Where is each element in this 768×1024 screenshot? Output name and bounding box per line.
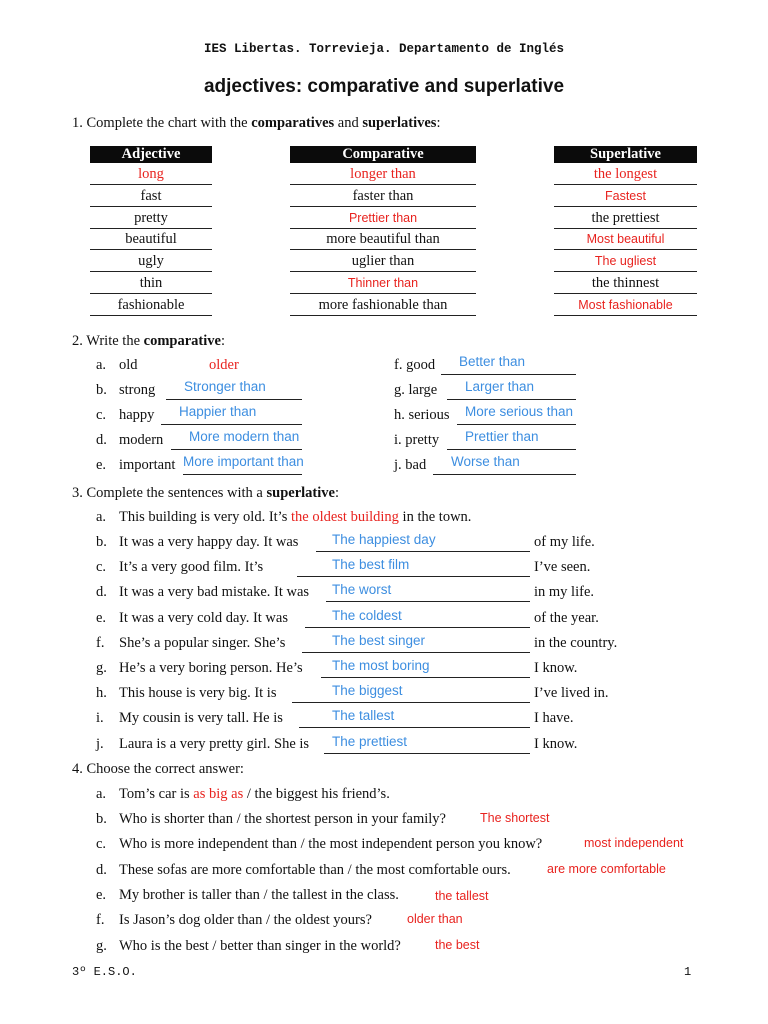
ex3-sentence: My cousin is very tall. He is [119,710,283,727]
ex2-letter: c. [96,407,107,423]
chart-cell-comp: Prettier than [348,210,418,225]
ex3-blank [305,627,530,628]
ex3-blank [326,601,530,602]
ex3-answer: The worst [332,582,392,598]
ex3-sentence-end: of the year. [534,609,599,626]
ex2-word: happy [119,407,155,423]
ex3-blank [297,576,530,577]
ex2-blank [447,399,576,400]
ex2-word: f. good [394,357,436,373]
ex3-sentence: Laura is a very pretty girl. She is [119,735,310,752]
ex2-blank [433,474,576,475]
ex2-word: h. serious [394,407,450,423]
header-superlative: Superlative [554,146,697,163]
ex3-sentence-end: I’ve lived in. [534,685,609,702]
page-title: adjectives: comparative and superlative [203,76,565,97]
ex3-sentence: It was a very happy day. It was [119,534,299,550]
chart-cell-comp: uglier than [351,253,415,270]
ex2-answer: Larger than [465,379,535,394]
ex3-sentence: It was a very bad mistake. It was [119,584,310,601]
ex3-blank [321,677,530,678]
ex4-answer: older than [407,912,463,927]
ex3-blank [302,652,530,653]
ex4-sentence: My brother is taller than / the tallest in the class. [119,886,399,903]
ex4-sentence: Is Jason’s dog older than / the oldest yours? [119,912,372,929]
chart-cell-sup: the prettiest [591,209,660,226]
chart-cell-sup: the longest [593,166,658,182]
ex3-answer: The happiest day [332,532,436,547]
ex2-answer: Worse than [451,454,520,469]
ex3-sentence-end: in the country. [534,634,618,651]
ex3-letter: i. [96,710,104,727]
ex3-letter: h. [96,685,107,702]
chart-cell-adj: long [138,166,164,182]
ex4-answer-a: as big as [193,786,244,802]
chart-cell-sup: The ugliest [594,254,657,269]
ex3-letter: c. [96,559,107,576]
ex3-sentence-end: I know. [534,735,578,752]
chart-cell-adj: thin [139,275,163,291]
ex3-letter: g. [96,660,107,676]
ex2-answer: More modern than [189,429,300,444]
ex4-sentence-a: Tom’s car is as big as / the biggest his friend’s. [119,786,390,802]
ex3-item-a: a. [96,509,107,525]
ex3-sentence-end: of my life. [534,534,595,550]
ex3-blank [292,702,530,703]
chart-cell-adj: fashionable [117,296,185,313]
ex2-answer: Stronger than [184,379,266,394]
ex2-word: modern [119,432,164,448]
ex3-sentence: It’s a very good film. It’s [119,559,264,576]
ex4-answer: The shortest [480,811,550,825]
ex2-answer: Better than [459,354,526,369]
ex2-letter: d. [96,432,107,448]
chart-cell-adj: pretty [134,209,168,226]
ex3-sentence-a: This building is very old. It’s the oldest building in the town. [119,509,472,525]
ex3-answer: The best singer [332,632,426,648]
ex4-answer: are more comfortable [547,861,666,876]
chart-row-divider [554,315,697,316]
ex3-letter: d. [96,584,107,601]
ex2-word: g. large [394,382,438,398]
ex4-answer: most independent [584,836,684,851]
ex2-blank [166,399,302,400]
ex3-sentence-end: I have. [534,710,574,727]
ex3-instruction: 3. Complete the sentences with a superlative: [72,485,339,501]
chart-row-divider [90,315,212,316]
ex1-instruction: 1. Complete the chart with the comparatives and superlatives: [72,115,441,131]
ex3-answer: The coldest [332,607,402,623]
ex3-letter: b. [96,534,107,550]
ex3-sentence-end: in my life. [534,584,595,601]
page-number: 1 [684,965,692,979]
ex3-blank [316,551,530,552]
school-header: IES Libertas. Torrevieja. Departamento de Inglés [203,42,565,56]
ex2-blank [161,424,302,425]
ex4-letter: e. [96,886,107,903]
chart-cell-sup: Fastest [605,188,646,203]
ex3-answer: The prettiest [332,733,408,749]
chart-cell-comp: Thinner than [347,276,419,290]
ex4-sentence: Who is shorter than / the shortest person in your family? [119,811,446,827]
ex2-letter: e. [96,457,107,473]
ex2-answer: Happier than [179,404,257,419]
chart-cell-comp: more fashionable than [318,296,448,313]
ex2-word: important [119,457,176,473]
ex2-answer: Prettier than [465,429,539,444]
chart-cell-sup: the thinnest [591,275,660,291]
ex2-answer: older [209,357,239,373]
ex2-word: strong [119,382,156,398]
ex2-word: old [119,357,138,373]
chart-cell-adj: fast [140,187,162,204]
ex3-sentence: He’s a very boring person. He’s [119,660,303,676]
ex3-blank [324,753,530,754]
ex2-letter: b. [96,382,107,398]
ex3-letter: f. [96,634,105,651]
ex2-blank [447,449,576,450]
ex4-letter: d. [96,861,107,878]
chart-row-divider [290,315,476,316]
ex4-instruction: 4. Choose the correct answer: [72,761,244,777]
ex3-sentence: She’s a popular singer. She’s [119,634,286,651]
ex2-instruction: 2. Write the comparative: [72,333,225,349]
ex3-answer: The tallest [332,708,395,724]
ex3-answer-a: the oldest building [290,509,399,525]
chart-cell-adj: ugly [138,253,164,270]
ex4-answer: the best [435,937,480,952]
chart-cell-sup: Most beautiful [586,232,665,247]
ex3-sentence-end: I’ve seen. [534,559,591,576]
ex3-answer: The best film [332,557,410,573]
ex3-sentence-end: I know. [534,660,578,676]
ex4-sentence: These sofas are more comfortable than / the most comfortable ours. [119,861,511,878]
header-adjective: Adjective [90,146,212,163]
ex4-letter: f. [96,912,105,929]
ex4-item-a: a. [96,786,107,802]
ex3-letter: j. [96,735,104,752]
ex2-word: i. pretty [394,432,440,448]
ex3-answer: The biggest [332,683,403,699]
ex2-word: j. bad [394,457,427,473]
ex4-letter: c. [96,836,107,853]
ex4-letter: b. [96,811,107,827]
ex2-answer: More serious than [465,404,574,419]
chart-cell-comp: faster than [352,187,414,204]
ex3-sentence: This house is very big. It is [119,685,277,702]
footer-course: 3º E.S.O. [72,965,137,979]
ex2-blank [183,474,302,475]
ex3-sentence: It was a very cold day. It was [119,609,288,626]
ex3-letter: e. [96,609,107,626]
ex2-blank [457,424,576,425]
ex2-blank [171,449,302,450]
ex2-answer: More important than [183,454,304,469]
chart-cell-comp: more beautiful than [326,231,440,248]
chart-cell-adj: beautiful [125,231,177,248]
ex3-answer: The most boring [332,658,430,673]
header-comparative: Comparative [290,146,476,163]
ex2-blank [441,374,576,375]
ex4-sentence: Who is more independent than / the most independent person you know? [119,836,543,853]
ex2-letter: a. [96,357,107,373]
chart-cell-comp: longer than [350,166,416,182]
ex4-answer: the tallest [435,888,489,903]
ex4-sentence: Who is the best / better than singer in the world? [119,937,401,954]
chart-cell-sup: Most fashionable [578,297,673,312]
ex4-letter: g. [96,937,107,954]
ex3-blank [299,727,530,728]
